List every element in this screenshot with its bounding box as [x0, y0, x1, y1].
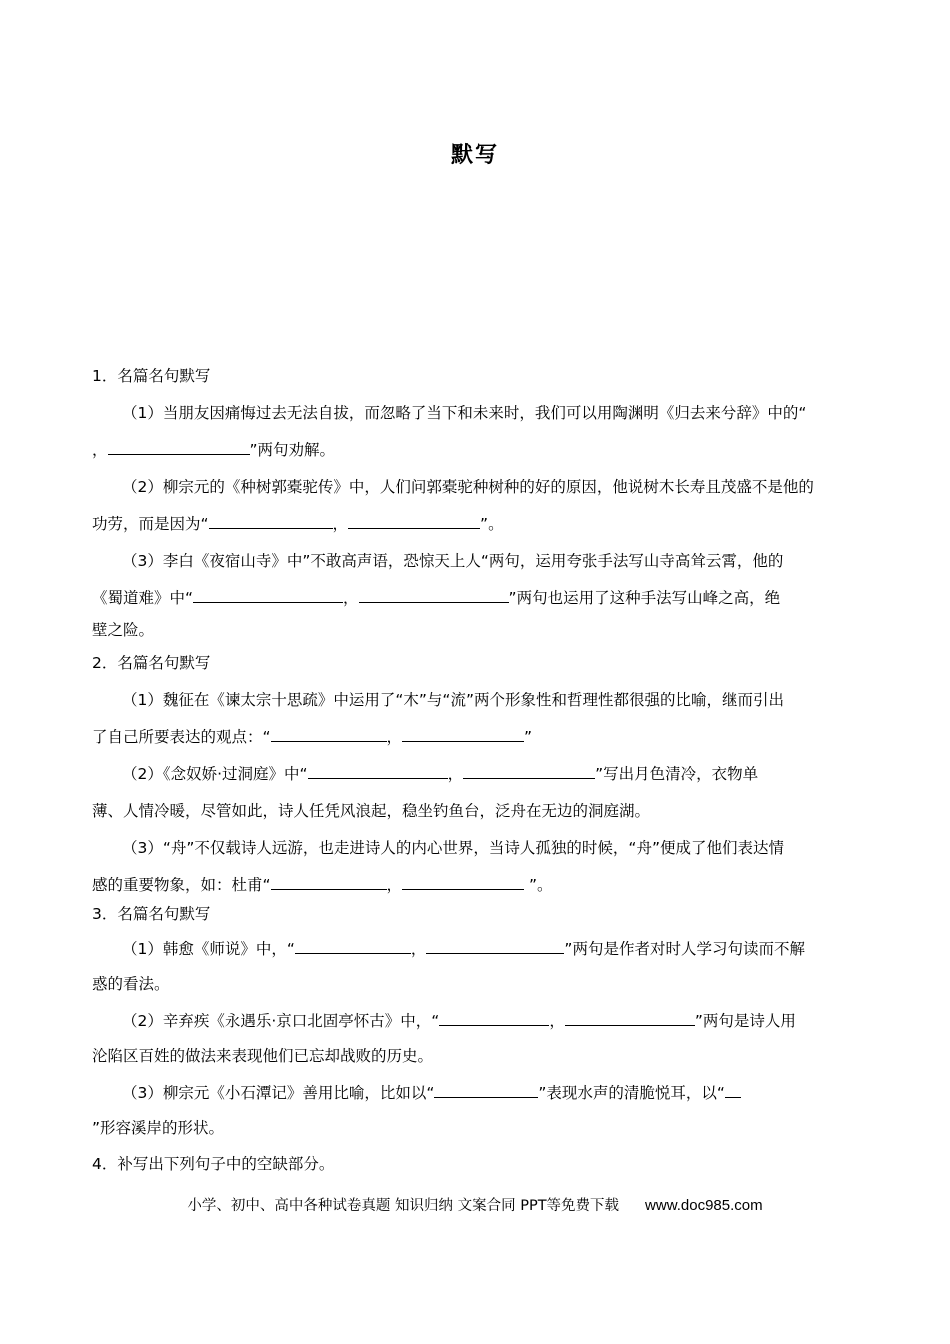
question-1-heading: 1．名篇名句默写: [92, 367, 211, 385]
q1-item3-text: （3）李白《夜宿山寺》中”不敢高声语，恐惊天上人“两句，运用夸张手法写山寺高耸云霄，他的: [122, 552, 784, 570]
q2-item1-blank-1[interactable]: [271, 727, 387, 742]
q1-item3-line2: [92, 588, 780, 608]
footer-text: 小学、初中、高中各种试卷真题 知识归纳 文案合同 PPT等免费下载: [187, 1198, 620, 1214]
q1-item3-lead: 《蜀道难》中“: [92, 589, 194, 607]
page-title: 默写: [450, 143, 499, 168]
q1-item2-text: （2）柳宗元的《种树郭橐驼传》中，人们问郭橐驼种树种的好的原因，他说树木长寿且茂盛不是他的: [122, 478, 814, 496]
q1-item3-tail: ”两句也运用了这种手法写山峰之高，绝: [508, 589, 781, 607]
q2-item3-blank-1[interactable]: [271, 875, 387, 890]
question-2-heading: 2．名篇名句默写: [92, 654, 211, 672]
q2-item3-lead: 感的重要物象，如：杜甫“: [92, 876, 271, 894]
page-footer: [0, 1194, 950, 1215]
q1-item1-text: （1）当朋友因痛悔过去无法自拔，而忽略了当下和未来时，我们可以用陶渊明《归去来兮辞》中的“: [122, 404, 807, 422]
question-4-heading: 4．补写出下列句子中的空缺部分。: [92, 1155, 335, 1173]
q3-item3-blank-1[interactable]: [434, 1083, 538, 1098]
q1-item1-blank[interactable]: [108, 440, 250, 455]
question-3-heading: 3．名篇名句默写: [92, 905, 211, 923]
q3-item1-tail: ”两句是作者对时人学习句读而不解: [564, 940, 805, 958]
q3-item1-blank-1[interactable]: [295, 939, 411, 954]
q2-item2-line1: [122, 764, 758, 784]
q2-item3-tail: ”。: [524, 876, 553, 894]
q1-item3-comma: ，: [343, 589, 359, 607]
q2-item2-blank-2[interactable]: [463, 764, 595, 779]
q3-item3-line2: ”形容溪岸的形状。: [92, 1119, 225, 1137]
q3-item2-blank-1[interactable]: [439, 1011, 549, 1026]
q1-item2-comma: ，: [332, 515, 349, 533]
q2-item2-tail: ”写出月色清冷，衣物单: [595, 765, 759, 783]
q2-item3-line2: [92, 875, 553, 895]
q1-item2-line2: [92, 514, 504, 534]
q2-item1-line2: [92, 727, 532, 747]
q2-item2-line2: 薄、人情冷暖，尽管如此，诗人任凭风浪起，稳坐钓鱼台，泛舟在无边的洞庭湖。: [92, 802, 651, 820]
q2-item1-tail: ”: [524, 728, 533, 746]
q2-item2-lead: （2）《念奴娇·过洞庭》中“: [122, 765, 308, 783]
q1-item2-blank-1[interactable]: [209, 514, 333, 529]
q3-item3-mid: ”表现水声的清脆悦耳，以“: [538, 1084, 725, 1102]
q3-item3-lead: （3）柳宗元《小石潭记》善用比喻，比如以“: [122, 1084, 435, 1102]
q3-item1-line2: 惑的看法。: [92, 975, 170, 993]
q2-item1-lead: 了自己所要表达的观点：“: [92, 728, 271, 746]
q1-item2-tail: ”。: [480, 515, 504, 533]
q1-item2-lead: 功劳，而是因为“: [92, 515, 209, 533]
q3-item1-comma: ，: [410, 940, 427, 958]
q2-item2-blank-1[interactable]: [308, 764, 448, 779]
q2-item2-comma: ，: [447, 765, 464, 783]
q3-item2-comma: ，: [549, 1012, 565, 1030]
q1-item3-blank-1[interactable]: [193, 588, 343, 603]
q3-item2-line1: [122, 1011, 796, 1031]
q3-item2-line2: 沦陷区百姓的做法来表现他们已忘却战败的历史。: [92, 1047, 434, 1065]
q2-item1-blank-2[interactable]: [402, 727, 524, 742]
q3-item1-blank-2[interactable]: [426, 939, 564, 954]
q3-item1-line1: [122, 939, 805, 959]
q2-item3-blank-2[interactable]: [402, 875, 524, 890]
q1-item3-blank-2[interactable]: [359, 588, 509, 603]
q3-item3-line1: [122, 1083, 741, 1103]
q1-item1-line2: [92, 440, 335, 460]
q3-item2-blank-2[interactable]: [565, 1011, 695, 1026]
q1-item1-comma: ，: [92, 441, 108, 459]
q1-item1-tail: ”两句劝解。: [249, 441, 336, 459]
q3-item3-blank-2[interactable]: [725, 1083, 741, 1098]
footer-url[interactable]: www.doc985.com: [645, 1197, 763, 1214]
q3-item2-tail: ”两句是诗人用: [694, 1012, 796, 1030]
q1-item3-line3: 壁之险。: [92, 621, 155, 639]
q2-item1-text: （1）魏征在《谏太宗十思疏》中运用了“木”与“流”两个形象性和哲理性都很强的比喻，继而引出: [122, 691, 784, 709]
q2-item3-comma: ，: [386, 876, 403, 894]
q1-item2-blank-2[interactable]: [348, 514, 480, 529]
q2-item1-comma: ，: [386, 728, 403, 746]
q3-item2-lead: （2）辛弃疾《永遇乐·京口北固亭怀古》中，“: [122, 1012, 440, 1030]
q3-item1-lead: （1）韩愈《师说》中，“: [122, 940, 295, 958]
q2-item3-text: （3）“舟”不仅载诗人远游，也走进诗人的内心世界，当诗人孤独的时候，“舟”便成了他们表达情: [122, 839, 784, 857]
